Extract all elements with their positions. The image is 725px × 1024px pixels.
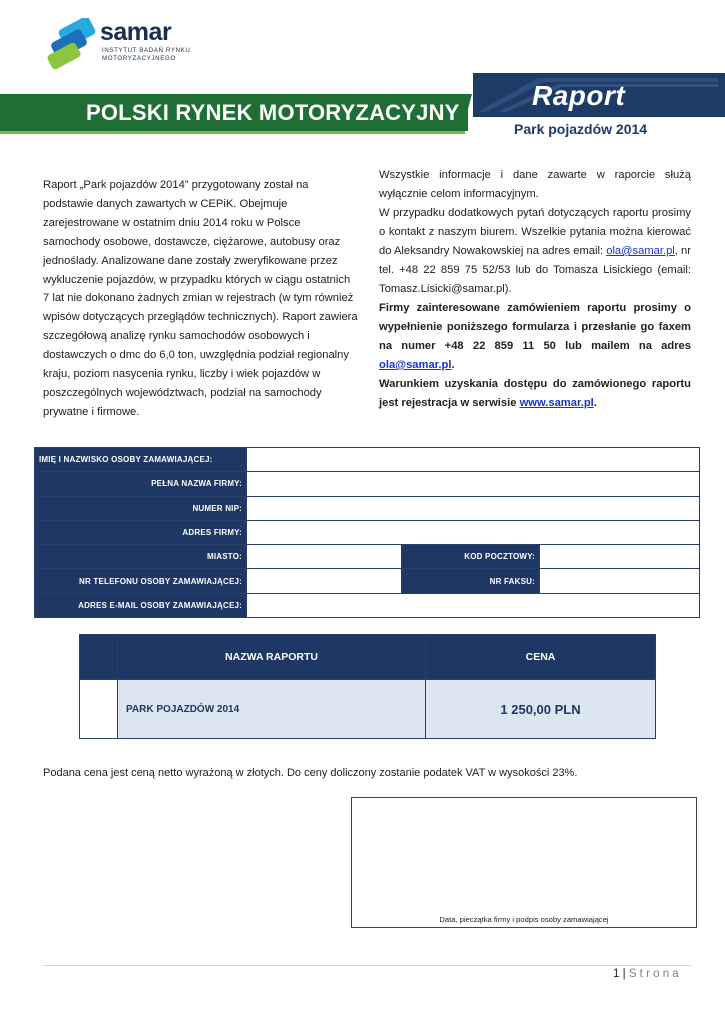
price-table: [79, 634, 656, 739]
city-label: MIASTO:: [35, 545, 247, 569]
company-label: PEŁNA NAZWA FIRMY:: [35, 472, 247, 496]
contact-paragraph: [379, 204, 691, 299]
order-text: Firmy zainteresowane zamówieniem raportu prosimy o wypełnienie poniższego formularza i przesłanie go faxem na numer +48 22 859 11 50 lub mailem na adres: [379, 302, 691, 352]
registration-note: [379, 375, 691, 413]
intro-left-text: Raport „Park pojazdów 2014” przygotowany został na podstawie danych zawartych w CEPiK. Obejmuje zarejestrowane w ostatnim dniu 2014 roku w Polsce samochody osobowe, dostawcze, ciężarowe, autobusy oraz jednoślady. Analizowane dane zostały zweryfikowane przez wykluczenie pojazdów, w przypadku których w ciągu ostatnich 7 lat nie dokonano żadnych zmian w rejestrach (w tym również wpisów dotyczących przeglądów technicznych). Raport zawiera szczegółową analizę rynku samochodów osobowych i dostawczych o dmc do 6,0 ton, uwzględnia podział regionalny kraju, poziom nasycenia rynku, liczby i wiek pojazdów w poszczególnych województwach, podział na samochody prywatne i firmowe.: [43, 179, 358, 418]
page-number: 1: [613, 968, 620, 980]
report-name-cell: PARK POJAZDÓW 2014: [118, 680, 426, 739]
full-name-field[interactable]: [247, 448, 700, 472]
price-header: CENA: [426, 635, 656, 680]
vat-note: Podana cena jest ceną netto wyrażoną w złotych. Do ceny doliczony zostanie podatek VAT w wysokości 23%.: [43, 767, 578, 779]
intro-right-text: [379, 166, 691, 413]
info-paragraph: Wszystkie informacje i dane zawarte w raporcie służą wyłącznie celom informacyjnym.: [379, 169, 691, 200]
email-field[interactable]: [247, 593, 700, 617]
banner-title: POLSKI RYNEK MOTORYZACYJNY: [86, 100, 460, 125]
email-label: ADRES E-MAIL OSOBY ZAMAWIAJĄCEJ:: [35, 593, 247, 617]
samar-website-link[interactable]: www.samar.pl: [519, 397, 594, 409]
city-field[interactable]: [247, 545, 402, 569]
phone-label: NR TELEFONU OSOBY ZAMAWIAJĄCEJ:: [35, 569, 247, 593]
page-word: Strona: [628, 968, 682, 980]
postal-code-field[interactable]: [540, 545, 700, 569]
page-footer: [613, 968, 682, 980]
company-address-field[interactable]: [247, 520, 700, 544]
raport-word: Raport: [532, 80, 626, 111]
postal-code-label: KOD POCZTOWY:: [402, 545, 540, 569]
company-field[interactable]: [247, 472, 700, 496]
samar-logo: [46, 16, 206, 72]
report-name-header: NAZWA RAPORTU: [118, 635, 426, 680]
contact-text-end: , nr tel. +48 22 859 75 52/53 lub do Tomasza Lisickiego (email: Tomasz.Lisicki@samar.pl).: [379, 245, 692, 295]
order-text-end: .: [451, 359, 455, 371]
signature-stamp-box[interactable]: [351, 797, 697, 928]
header-blank-cell: [80, 635, 118, 680]
banner-underline: [0, 131, 465, 134]
footer-separator: |: [622, 968, 626, 980]
report-subtitle: Park pojazdów 2014: [514, 121, 648, 137]
contact-text: W przypadku dodatkowych pytań dotyczących raportu prosimy o kontakt z naszym biurem. Wszelkie pytania można kierować do Aleksandry Nowakowskiej na adres email:: [379, 207, 691, 257]
registration-text-end: .: [593, 397, 597, 409]
report-price-cell: 1 250,00 PLN: [426, 680, 656, 739]
fax-label: NR FAKSU:: [402, 569, 540, 593]
signature-caption: Data, pieczątka firmy i podpis osoby zamawiającej: [439, 915, 609, 924]
registration-text: Warunkiem uzyskania dostępu do zamówionego raportu jest rejestracja w serwisie: [379, 378, 691, 409]
company-address-label: ADRES FIRMY:: [35, 520, 247, 544]
footer-divider: [43, 965, 691, 966]
report-select-cell[interactable]: [80, 680, 118, 739]
brand-tagline: INSTYTUT BADAŃ RYNKU MOTORYZACYJNEGO: [102, 47, 191, 62]
brand-name: samar: [100, 18, 172, 46]
contact-email-link[interactable]: ola@samar.pl: [606, 245, 675, 257]
nip-label: NUMER NIP:: [35, 496, 247, 520]
phone-field[interactable]: [247, 569, 402, 593]
fax-field[interactable]: [540, 569, 700, 593]
samar-logo-icon: [46, 18, 96, 70]
nip-field[interactable]: [247, 496, 700, 520]
order-form: [34, 447, 700, 618]
order-instructions: [379, 299, 691, 375]
full-name-label: IMIĘ I NAZWISKO OSOBY ZAMAWIAJĄCEJ:: [35, 448, 247, 472]
order-email-link[interactable]: ola@samar.pl: [379, 359, 452, 371]
